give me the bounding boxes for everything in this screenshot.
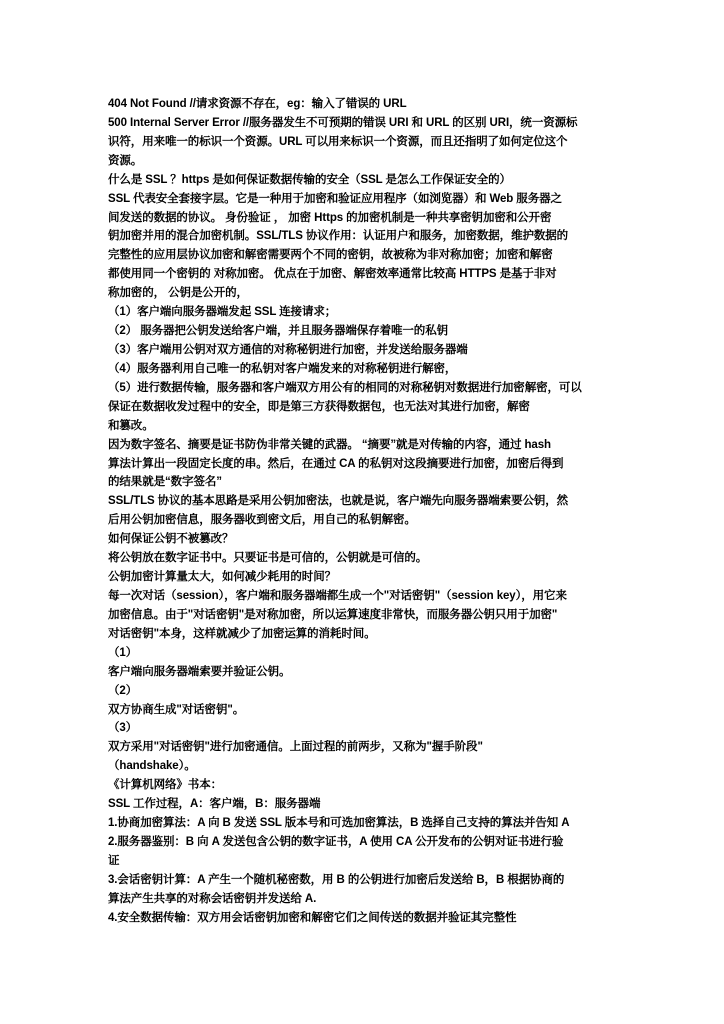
text-line: 算法产生共享的对称会话密钥并发送给 A. <box>108 892 317 905</box>
text-line: （handshake）。 <box>108 760 196 773</box>
text-line: 钥加密并用的混合加密机制。SSL/TLS 协议作用：认证用户和服务，加密数据，维护数据的 <box>108 230 569 243</box>
text-line: 的结果就是“数字签名” <box>108 476 222 489</box>
text-line: 保证在数据收发过程中的安全，即是第三方获得数据包，也无法对其进行加密，解密 <box>108 400 530 413</box>
text-line: 每一次对话（session），客户端和服务器端都生成一个"对话密钥"（session key），用它来 <box>108 589 567 602</box>
text-line: 双方协商生成"对话密钥"。 <box>108 703 245 716</box>
text-line: 4.安全数据传输：双方用会话密钥加密和解密它们之间传送的数据并验证其完整性 <box>108 911 517 924</box>
text-line: 《计算机网络》书本： <box>108 779 222 792</box>
text-line: （1） <box>108 646 138 659</box>
text-line: （2） <box>108 684 138 697</box>
text-line: （3）客户端用公钥对双方通信的对称秘钥进行加密，并发送给服务器端 <box>108 343 468 356</box>
text-line: 将公钥放在数字证书中。只要证书是可信的，公钥就是可信的。 <box>108 552 428 565</box>
text-line: 1.协商加密算法：A 向 B 发送 SSL 版本号和可选加密算法，B 选择自己支持的算法并告知 A <box>108 817 570 830</box>
text-line: 都使用同一个密钥的 对称加密。 优点在于加密、解密效率通常比较高 HTTPS 是基于非对 <box>108 268 557 281</box>
text-line: 客户端向服务器端索要并验证公钥。 <box>108 665 291 678</box>
text-line: 如何保证公钥不被篡改？ <box>108 533 234 546</box>
text-line: 证 <box>108 854 120 867</box>
text-line: SSL 工作过程，A：客户端，B：服务器端 <box>108 798 321 811</box>
text-line: （5）进行数据传输，服务器和客户端双方用公有的相同的对称秘钥对数据进行加密解密，可以 <box>108 381 582 394</box>
text-line: 对话密钥"本身，这样就减少了加密运算的消耗时间。 <box>108 627 376 640</box>
text-line: 3.会话密钥计算：A 产生一个随机秘密数，用 B 的公钥进行加密后发送给 B，B 根据协商的 <box>108 873 565 886</box>
text-line: 2.服务器鉴别：B 向 A 发送包含公钥的数字证书，A 使用 CA 公开发布的公钥对证书进行验 <box>108 835 564 848</box>
text-line: 识符，用来唯一的标识一个资源。URL 可以用来标识一个资源，而且还指明了如何定位这个 <box>108 135 568 148</box>
text-line: 资源。 <box>108 154 143 167</box>
text-line: （3） <box>108 722 138 735</box>
text-line: （2） 服务器把公钥发送给客户端，并且服务器端保存着唯一的私钥 <box>108 325 448 338</box>
text-line: （1）客户端向服务器端发起 SSL 连接请求； <box>108 306 337 319</box>
text-line: SSL 代表安全套接字层。它是一种用于加密和验证应用程序（如浏览器）和 Web 服务器之 <box>108 192 562 205</box>
text-line: 完整性的应用层协议加密和解密需要两个不同的密钥，故被称为非对称加密；加密和解密 <box>108 249 553 262</box>
text-line: 404 Not Found //请求资源不存在，eg：输入了错误的 URL <box>108 98 407 110</box>
text-line: 算法计算出一段固定长度的串。然后，在通过 CA 的私钥对这段摘要进行加密，加密后得到 <box>108 457 564 470</box>
text-line: 500 Internal Server Error //服务器发生不可预期的错误 URI 和 URL 的区别 URI，统一资源标 <box>108 116 578 129</box>
text-line: （4）服务器利用自己唯一的私钥对客户端发来的对称秘钥进行解密， <box>108 362 457 375</box>
text-line: 间发送的数据的协议。 身份验证 ， 加密 Https 的加密机制是一种共享密钥加密和公开密 <box>108 211 552 224</box>
text-line: 称加密的， 公钥是公开的， <box>108 287 248 300</box>
text-line: 公钥加密计算量太大，如何减少耗用的时间？ <box>108 571 336 584</box>
text-line: 因为数字签名、摘要是证书防伪非常关键的武器。 “摘要”就是对传输的内容，通过 hash <box>108 438 551 451</box>
text-line: 加密信息。由于"对话密钥"是对称加密，所以运算速度非常快，而服务器公钥只用于加密" <box>108 608 558 621</box>
text-line: 和篡改。 <box>108 419 154 432</box>
document-body <box>108 95 628 928</box>
text-line: 什么是 SSL ？https 是如何保证数据传输的安全（SSL 是怎么工作保证安全的） <box>108 173 511 186</box>
text-line: SSL/TLS 协议的基本思路是采用公钥加密法，也就是说，客户端先向服务器端索要公钥，然 <box>108 495 569 508</box>
text-line: 双方采用"对话密钥"进行加密通信。上面过程的前两步，又称为"握手阶段" <box>108 741 483 754</box>
text-line: 后用公钥加密信息，服务器收到密文后，用自己的私钥解密。 <box>108 514 416 527</box>
